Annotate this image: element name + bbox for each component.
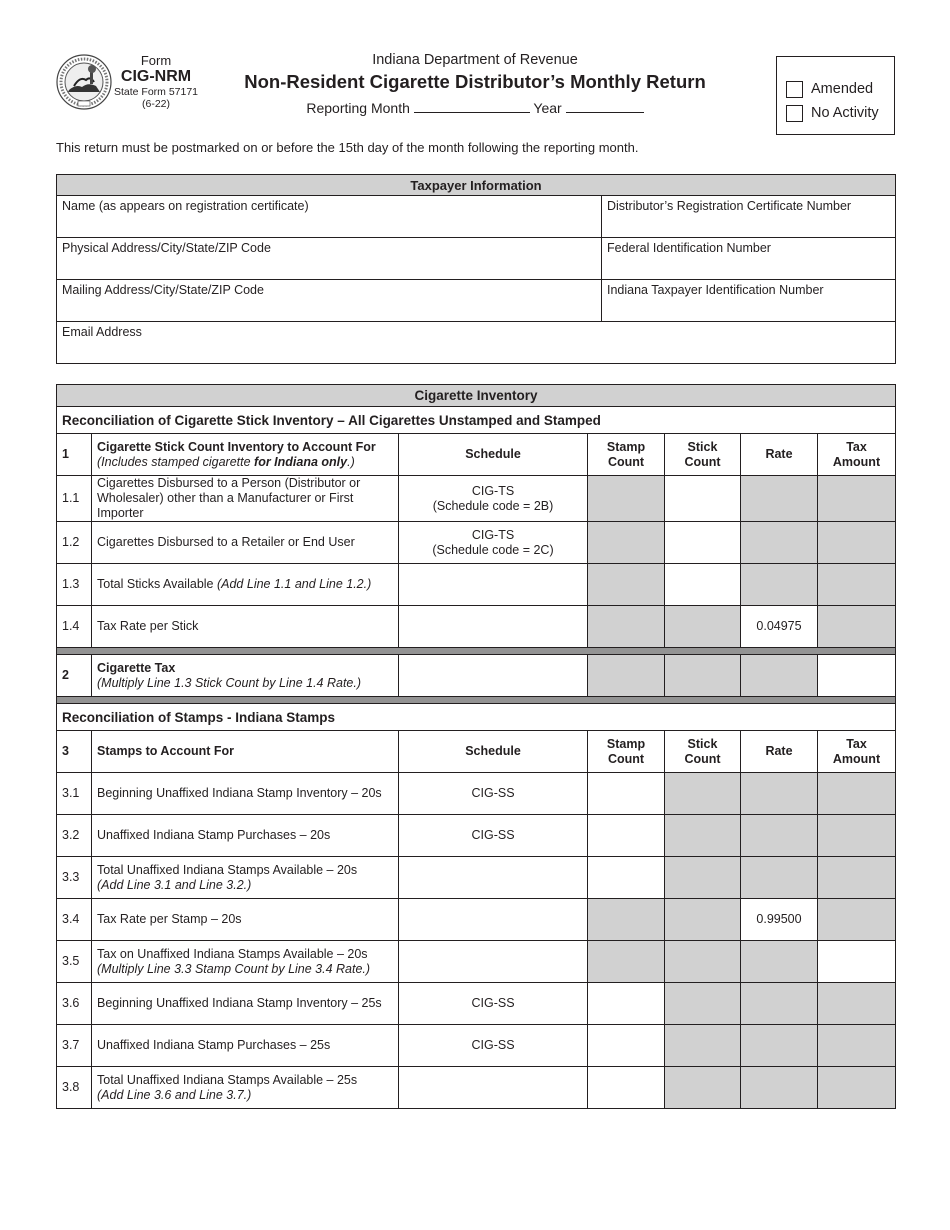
rate-cell xyxy=(741,1025,818,1067)
line-number: 1.1 xyxy=(57,476,92,522)
line-3-4-row xyxy=(57,899,896,941)
department-name: Indiana Department of Revenue xyxy=(372,52,578,68)
rate-column-header: Rate xyxy=(741,731,818,773)
rate-column-header: Rate xyxy=(741,434,818,476)
rate-cell xyxy=(741,815,818,857)
line-description-text: Total Unaffixed Indiana Stamps Available – 25s xyxy=(97,1072,358,1087)
stick-count-column-header xyxy=(665,731,741,773)
line-3-1-row xyxy=(57,773,896,815)
hdr-l1: Stick xyxy=(687,439,718,454)
line-description xyxy=(92,522,399,564)
stick-count-input[interactable] xyxy=(665,476,741,522)
tax-amount-cell xyxy=(818,606,896,648)
federal-id-field[interactable]: Federal Identification Number xyxy=(602,238,896,280)
section-separator xyxy=(57,697,896,704)
email-field[interactable]: Email Address xyxy=(57,322,896,364)
title-block xyxy=(230,52,720,117)
line-description-text: Cigarettes Disbursed to a Retailer or End User xyxy=(97,535,355,549)
rate-cell xyxy=(741,983,818,1025)
tax-amount-input[interactable] xyxy=(818,655,896,697)
stick-count-cell xyxy=(665,1067,741,1109)
tax-amount-column-header xyxy=(818,731,896,773)
line-number: 3.3 xyxy=(57,857,92,899)
line1-description xyxy=(92,434,399,476)
state-form-number: State Form 57171 xyxy=(113,86,199,98)
schedule-column-header: Schedule xyxy=(399,731,588,773)
line-description-text: Unaffixed Indiana Stamp Purchases – 20s xyxy=(97,828,331,842)
line-description-text: Unaffixed Indiana Stamp Purchases – 25s xyxy=(97,1038,331,1052)
line-2-row xyxy=(57,655,896,697)
line-number: 2 xyxy=(57,655,92,697)
stick-count-cell xyxy=(665,983,741,1025)
schedule-cell xyxy=(399,655,588,697)
line-number: 3.1 xyxy=(57,773,92,815)
line-3-6-row xyxy=(57,983,896,1025)
line-description-text: Tax Rate per Stick xyxy=(97,619,199,633)
tax-amount-cell xyxy=(818,983,896,1025)
stamp-count-column-header xyxy=(588,434,665,476)
form-revision: (6-22) xyxy=(141,98,170,110)
year-field[interactable] xyxy=(566,100,644,113)
stamp-count-input[interactable] xyxy=(588,815,665,857)
rate-value: 0.04975 xyxy=(741,606,818,648)
line-note: (Add Line 3.6 and Line 3.7.) xyxy=(97,1087,252,1102)
line-description-text: Total Unaffixed Indiana Stamps Available – 20s xyxy=(97,862,358,877)
line-description-text: Beginning Unaffixed Indiana Stamp Inventory – 20s xyxy=(97,786,382,800)
taxpayer-information-table xyxy=(56,174,896,364)
hdr-l2: Count xyxy=(684,454,721,469)
separator-bar xyxy=(57,648,896,655)
rate-cell xyxy=(741,655,818,697)
line-number: 3.8 xyxy=(57,1067,92,1109)
line-description-text: Tax on Unaffixed Indiana Stamps Available – 20s xyxy=(97,946,368,961)
mailing-address-field[interactable]: Mailing Address/City/State/ZIP Code xyxy=(57,280,602,322)
schedule-code: CIG-SS xyxy=(471,828,515,842)
line-3-7-row xyxy=(57,1025,896,1067)
schedule-code-note: (Schedule code = 2B) xyxy=(432,498,554,513)
line-1-1-row xyxy=(57,476,896,522)
tax-amount-cell xyxy=(818,522,896,564)
line-1-2-row xyxy=(57,522,896,564)
schedule-code: CIG-TS xyxy=(471,527,515,542)
stick-count-cell xyxy=(665,815,741,857)
line-number: 1.4 xyxy=(57,606,92,648)
hdr-l1: Tax xyxy=(846,736,867,751)
schedule-cell xyxy=(399,941,588,983)
schedule-cell xyxy=(399,899,588,941)
schedule-code: CIG-SS xyxy=(471,996,515,1010)
hdr-l1: Tax xyxy=(846,439,867,454)
stamp-count-input[interactable] xyxy=(588,773,665,815)
stick-count-cell xyxy=(665,773,741,815)
stamp-count-cell xyxy=(588,522,665,564)
stick-count-cell xyxy=(665,899,741,941)
tax-amount-cell xyxy=(818,1067,896,1109)
note-post: .) xyxy=(347,454,355,469)
cigarette-inventory-table xyxy=(56,384,896,1109)
taxpayer-information-heading: Taxpayer Information xyxy=(57,175,896,196)
line-3-5-row xyxy=(57,941,896,983)
postmark-notice: This return must be postmarked on or before the 15th day of the month following the reporting month. xyxy=(56,140,639,155)
rate-cell xyxy=(741,857,818,899)
line-description xyxy=(92,899,399,941)
stamp-count-cell xyxy=(588,941,665,983)
line-note: (Add Line 3.1 and Line 3.2.) xyxy=(97,877,252,892)
rate-cell xyxy=(741,773,818,815)
schedule-code: CIG-SS xyxy=(471,1038,515,1052)
line-description-text: Cigarettes Disbursed to a Person (Distributor or Wholesaler) other than a Manufacturer or First Importer xyxy=(97,476,361,520)
line3-title: Stamps to Account For xyxy=(92,731,399,773)
separator-bar xyxy=(57,697,896,704)
indiana-state-seal-icon xyxy=(56,54,112,110)
hdr-l2: Amount xyxy=(832,454,881,469)
amended-label: Amended xyxy=(811,81,874,97)
stick-count-cell xyxy=(665,941,741,983)
return-status-box xyxy=(776,56,895,135)
year-label: Year xyxy=(533,100,562,116)
stick-count-cell xyxy=(665,606,741,648)
line2-description xyxy=(92,655,399,697)
section2-title: Reconciliation of Stamps - Indiana Stamps xyxy=(57,704,896,731)
rate-cell xyxy=(741,941,818,983)
line-3-2-row xyxy=(57,815,896,857)
indiana-tid-field[interactable]: Indiana Taxpayer Identification Number xyxy=(602,280,896,322)
line-description-text: Total Sticks Available xyxy=(97,577,217,591)
schedule-column-header: Schedule xyxy=(399,434,588,476)
rate-cell xyxy=(741,522,818,564)
no-activity-option[interactable] xyxy=(786,101,894,125)
line-description xyxy=(92,941,399,983)
registration-number-field[interactable]: Distributor’s Registration Certificate Number xyxy=(602,196,896,238)
stamp-count-cell xyxy=(588,655,665,697)
page-title: Non-Resident Cigarette Distributor’s Monthly Return xyxy=(244,71,706,92)
line-note: (Multiply Line 3.3 Stamp Count by Line 3.4 Rate.) xyxy=(97,961,371,976)
stamp-count-cell xyxy=(588,899,665,941)
line-number: 3.2 xyxy=(57,815,92,857)
line-number: 3 xyxy=(57,731,92,773)
stamp-count-input[interactable] xyxy=(588,857,665,899)
line-description xyxy=(92,476,399,522)
line-number: 3.7 xyxy=(57,1025,92,1067)
line-description-text: Beginning Unaffixed Indiana Stamp Inventory – 25s xyxy=(97,996,382,1010)
schedule-cell xyxy=(399,522,588,564)
stick-count-input[interactable] xyxy=(665,564,741,606)
section1-title: Reconciliation of Cigarette Stick Inventory – All Cigarettes Unstamped and Stamped xyxy=(57,407,896,434)
line-note: (Add Line 1.1 and Line 1.2.) xyxy=(216,577,372,591)
line-number: 3.4 xyxy=(57,899,92,941)
form-word: Form xyxy=(140,53,172,68)
line-description xyxy=(92,815,399,857)
line1-title: Cigarette Stick Count Inventory to Account For xyxy=(97,439,376,454)
line-description xyxy=(92,857,399,899)
reporting-month-field[interactable] xyxy=(414,100,530,113)
schedule-cell xyxy=(399,815,588,857)
amended-option[interactable] xyxy=(786,77,894,101)
section1-column-header xyxy=(57,434,896,476)
line-description xyxy=(92,1067,399,1109)
hdr-l1: Stamp xyxy=(606,736,646,751)
stamp-count-input[interactable] xyxy=(588,983,665,1025)
rate-cell xyxy=(741,564,818,606)
rate-value: 0.99500 xyxy=(741,899,818,941)
hdr-l1: Stamp xyxy=(606,439,646,454)
line-number: 1.2 xyxy=(57,522,92,564)
cigarette-inventory-heading: Cigarette Inventory xyxy=(57,385,896,407)
schedule-code: CIG-TS xyxy=(471,483,515,498)
stamp-count-column-header xyxy=(588,731,665,773)
section2-column-header xyxy=(57,731,896,773)
form-identifier xyxy=(108,53,204,110)
schedule-code: CIG-SS xyxy=(471,786,515,800)
name-field[interactable]: Name (as appears on registration certificate) xyxy=(57,196,602,238)
tax-amount-cell xyxy=(818,815,896,857)
schedule-cell xyxy=(399,983,588,1025)
stick-count-cell xyxy=(665,655,741,697)
schedule-cell xyxy=(399,476,588,522)
rate-cell xyxy=(741,476,818,522)
stamp-count-input[interactable] xyxy=(588,1067,665,1109)
schedule-cell xyxy=(399,606,588,648)
line-1-4-row xyxy=(57,606,896,648)
schedule-cell xyxy=(399,564,588,606)
tax-amount-cell xyxy=(818,857,896,899)
physical-address-field[interactable]: Physical Address/City/State/ZIP Code xyxy=(57,238,602,280)
no-activity-checkbox[interactable] xyxy=(786,105,803,122)
line-description-text: Tax Rate per Stamp – 20s xyxy=(97,912,242,926)
tax-amount-cell xyxy=(818,1025,896,1067)
line2-title: Cigarette Tax xyxy=(97,660,176,675)
line-description xyxy=(92,564,399,606)
section-separator xyxy=(57,648,896,655)
line-description xyxy=(92,983,399,1025)
stick-count-input[interactable] xyxy=(665,522,741,564)
stick-count-cell xyxy=(665,1025,741,1067)
tax-amount-cell xyxy=(818,899,896,941)
stick-count-column-header xyxy=(665,434,741,476)
form-code: CIG-NRM xyxy=(120,68,192,85)
form-header xyxy=(0,0,950,130)
note-bold: for Indiana only xyxy=(254,454,348,469)
no-activity-label: No Activity xyxy=(811,105,879,121)
rate-cell xyxy=(741,1067,818,1109)
line-number: 1 xyxy=(57,434,92,476)
tax-amount-column-header xyxy=(818,434,896,476)
hdr-l1: Stick xyxy=(687,736,718,751)
line-number: 1.3 xyxy=(57,564,92,606)
line-description xyxy=(92,1025,399,1067)
hdr-l2: Amount xyxy=(832,751,881,766)
tax-amount-cell xyxy=(818,476,896,522)
line-number: 3.6 xyxy=(57,983,92,1025)
tax-amount-cell xyxy=(818,773,896,815)
line-description xyxy=(92,606,399,648)
schedule-cell xyxy=(399,857,588,899)
amended-checkbox[interactable] xyxy=(786,81,803,98)
schedule-cell xyxy=(399,1025,588,1067)
stamp-count-cell xyxy=(588,476,665,522)
tax-amount-cell xyxy=(818,564,896,606)
schedule-cell xyxy=(399,773,588,815)
line-1-3-row xyxy=(57,564,896,606)
stick-count-cell xyxy=(665,857,741,899)
hdr-l2: Count xyxy=(684,751,721,766)
line-3-8-row xyxy=(57,1067,896,1109)
line-description xyxy=(92,773,399,815)
line2-note: (Multiply Line 1.3 Stick Count by Line 1.4 Rate.) xyxy=(97,675,362,690)
line1-note xyxy=(97,455,394,470)
stamp-count-cell xyxy=(588,606,665,648)
reporting-period xyxy=(230,99,720,117)
schedule-cell xyxy=(399,1067,588,1109)
tax-amount-input[interactable] xyxy=(818,941,896,983)
stamp-count-input[interactable] xyxy=(588,1025,665,1067)
reporting-month-label: Reporting Month xyxy=(306,100,410,116)
hdr-l2: Count xyxy=(607,454,645,469)
schedule-code-note: (Schedule code = 2C) xyxy=(432,542,554,557)
line-number: 3.5 xyxy=(57,941,92,983)
line-3-3-row xyxy=(57,857,896,899)
note-pre: (Includes stamped cigarette xyxy=(97,454,255,469)
stamp-count-cell xyxy=(588,564,665,606)
hdr-l2: Count xyxy=(607,751,645,766)
